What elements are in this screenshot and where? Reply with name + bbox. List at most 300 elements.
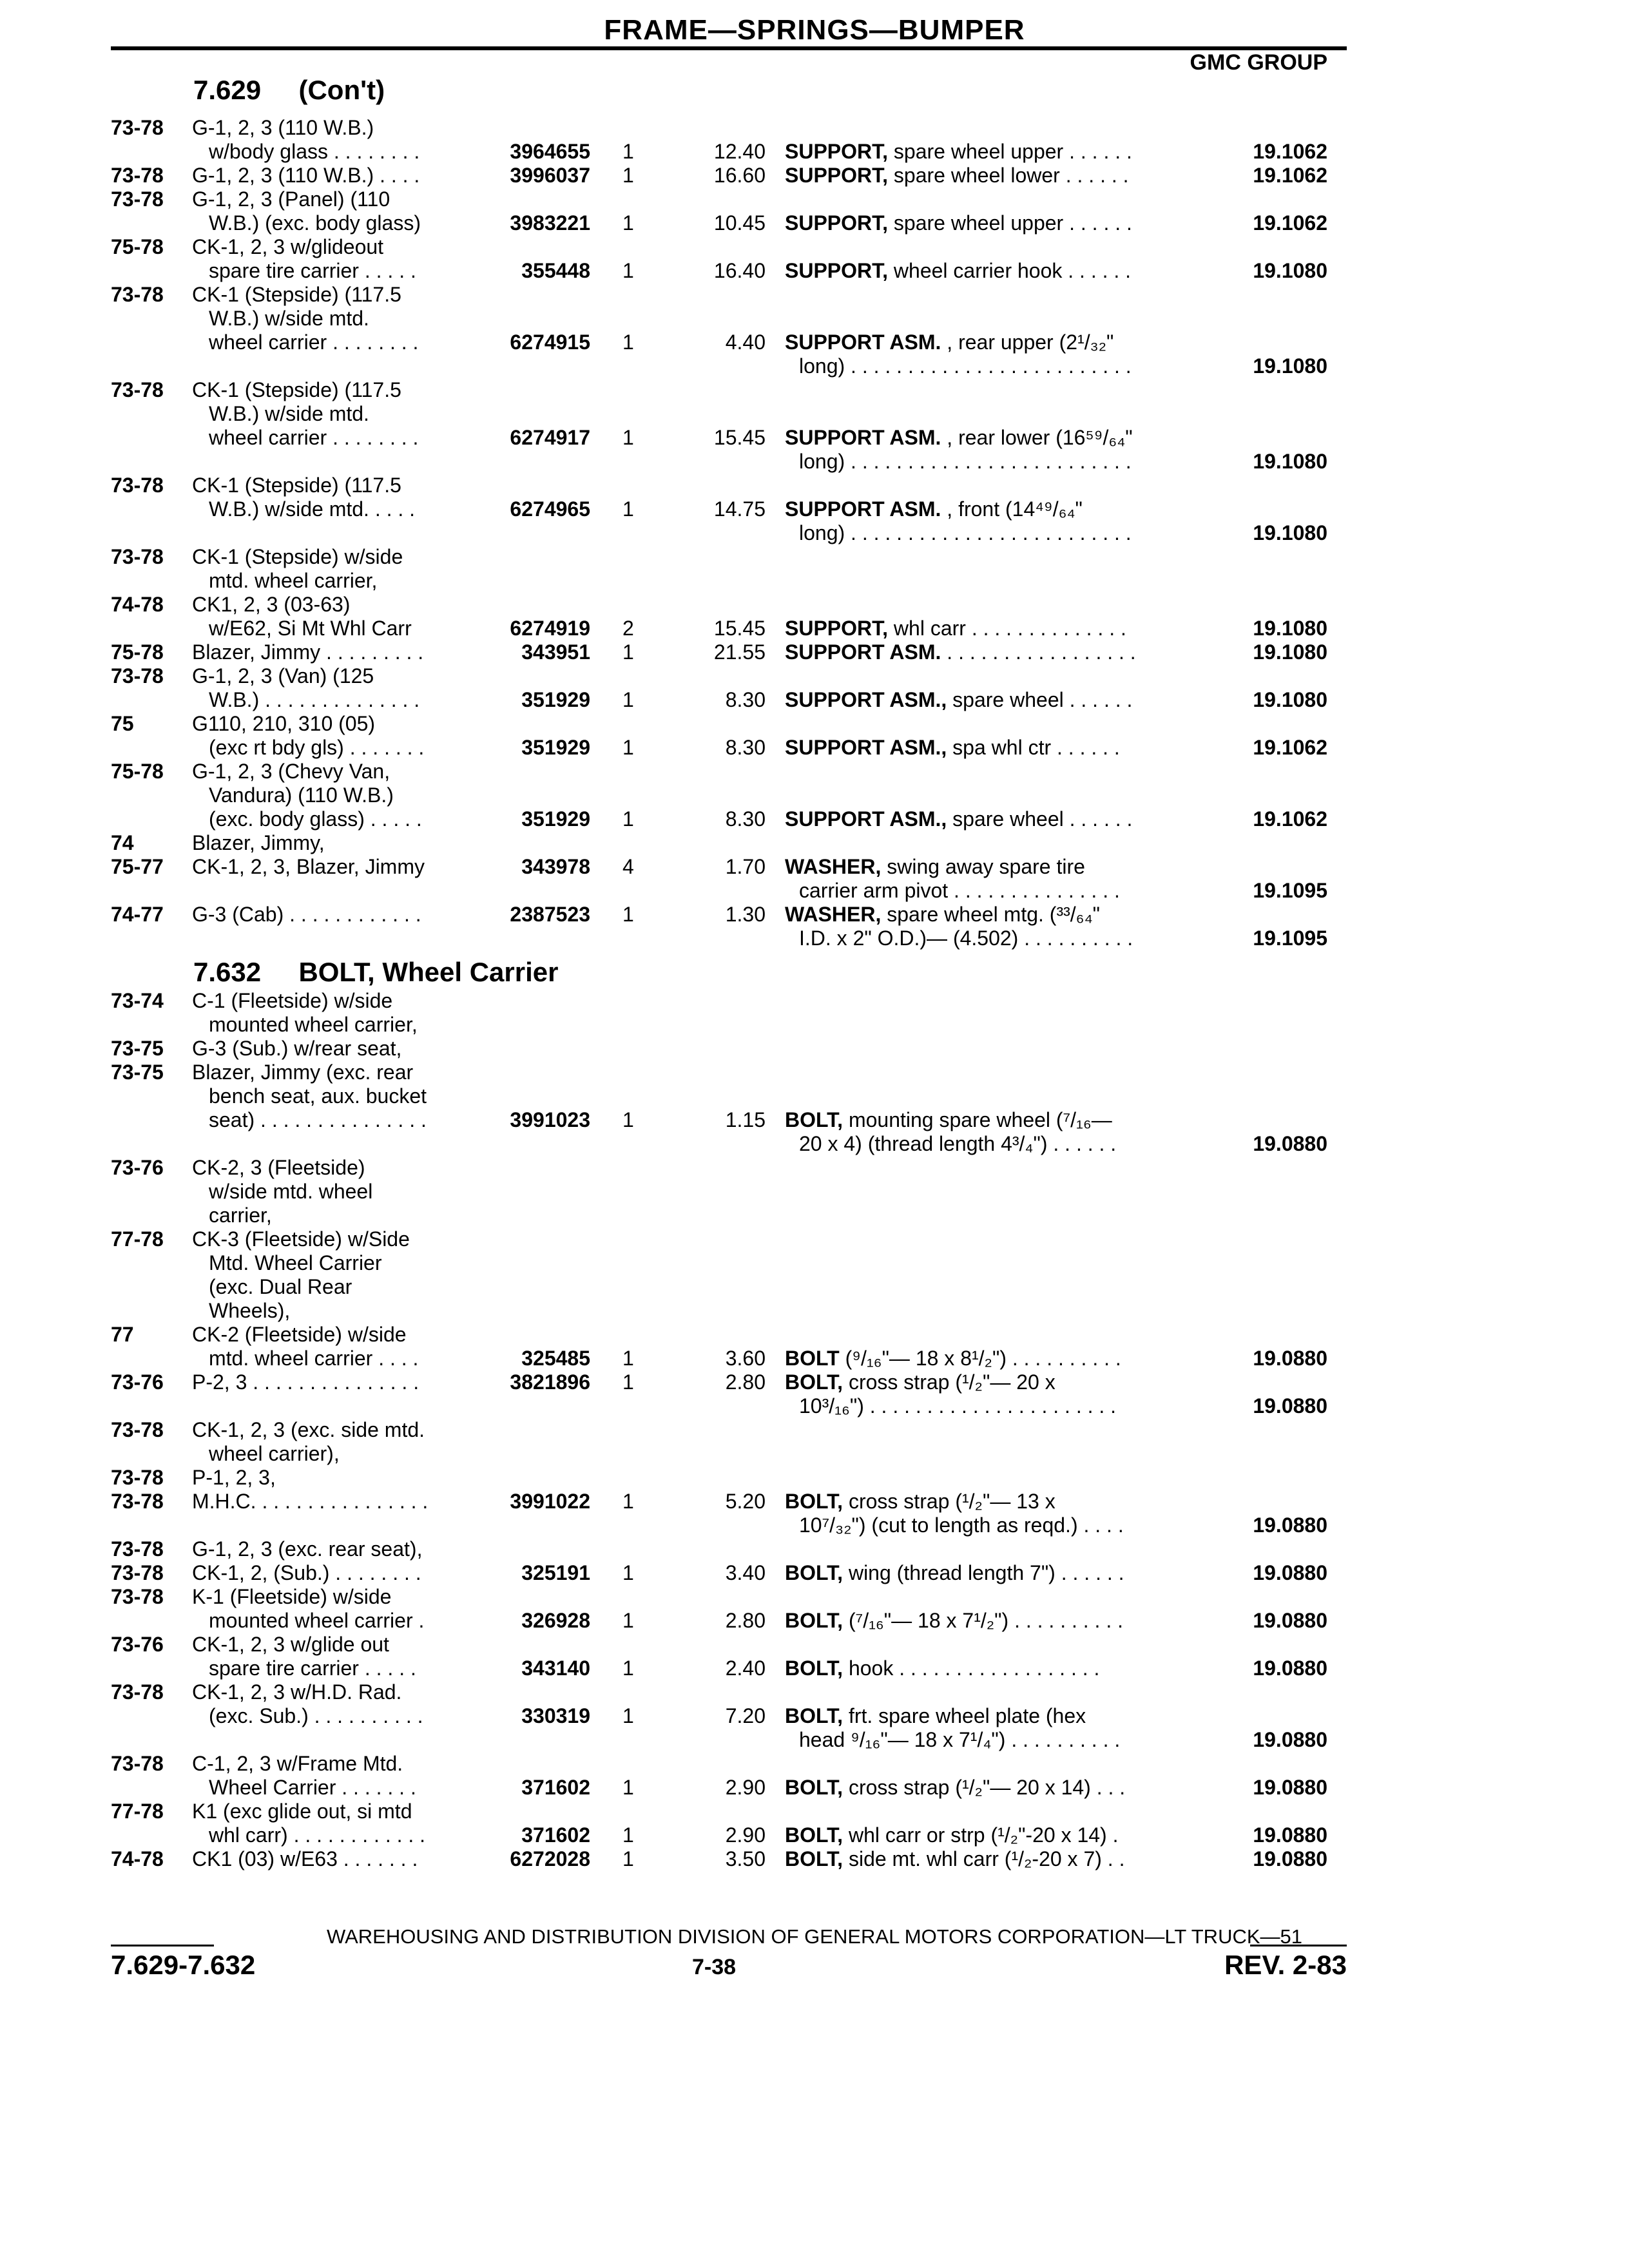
price: 15.45 [713, 426, 766, 449]
application-description: (exc. Dual Rear [209, 1275, 352, 1298]
part-detail: mounting spare wheel (⁷/₁₆— [843, 1108, 1112, 1131]
group-number: 19.1080 [1253, 640, 1327, 664]
part-description [799, 354, 1132, 378]
part-number: 351929 [521, 688, 590, 711]
part-name: BOLT, [785, 1561, 843, 1584]
part-number: 3821896 [510, 1370, 590, 1394]
model-year: 75-78 [111, 235, 164, 258]
application-description: mounted wheel carrier, [209, 1013, 418, 1036]
model-year: 73-78 [111, 1466, 164, 1489]
application-description: CK-1, 2, 3 w/glideout [192, 235, 384, 258]
group-number: 19.1062 [1253, 736, 1327, 759]
application-description: C-1, 2, 3 w/Frame Mtd. [192, 1752, 403, 1775]
application-description: w/body glass . . . . . . . . [209, 140, 420, 163]
part-name: BOLT [785, 1347, 840, 1370]
part-detail: long) . . . . . . . . . . . . . . . . . . . . . . . . . [799, 354, 1132, 378]
part-description [785, 1108, 1112, 1132]
application-description: spare tire carrier . . . . . [209, 1657, 416, 1680]
model-year: 73-78 [111, 474, 164, 497]
part-description [799, 450, 1132, 474]
part-name: BOLT, [785, 1609, 843, 1632]
price: 8.30 [725, 807, 766, 831]
application-description: G-1, 2, 3 (110 W.B.) . . . . [192, 164, 420, 187]
part-detail: long) . . . . . . . . . . . . . . . . . . . . . . . . . [799, 521, 1132, 544]
application-description: M.H.C. . . . . . . . . . . . . . . . [192, 1490, 429, 1513]
part-detail: hook . . . . . . . . . . . . . . . . . . [843, 1657, 1100, 1680]
part-detail: (⁹/₁₆"— 18 x 8¹/₂") . . . . . . . . . . [839, 1347, 1121, 1370]
model-year: 75-77 [111, 855, 164, 878]
part-description [785, 1847, 1124, 1871]
quantity: 4 [622, 855, 634, 878]
quantity: 1 [622, 1847, 634, 1870]
application-description: G-1, 2, 3 (Chevy Van, [192, 760, 390, 783]
part-detail: cross strap (¹/₂"— 20 x 14) . . . [843, 1776, 1126, 1799]
application-description: CK-2, 3 (Fleetside) [192, 1156, 365, 1179]
model-year: 75-78 [111, 640, 164, 664]
part-description [785, 1347, 1121, 1370]
quantity: 1 [622, 1704, 634, 1727]
application-description: W.B.) (exc. body glass) [209, 211, 421, 235]
model-year: 75-78 [111, 760, 164, 783]
part-name: SUPPORT ASM. [785, 426, 941, 449]
group-number: 19.0880 [1253, 1728, 1327, 1751]
part-number: 6274917 [510, 426, 590, 449]
application-description: spare tire carrier . . . . . [209, 259, 416, 282]
application-description: CK1, 2, 3 (03-63) [192, 593, 351, 616]
part-description [785, 1657, 1099, 1680]
part-number: 330319 [521, 1704, 590, 1727]
application-description: K1 (exc glide out, si mtd [192, 1800, 412, 1823]
quantity: 1 [622, 1657, 634, 1680]
price: 8.30 [725, 736, 766, 759]
price: 3.40 [725, 1561, 766, 1584]
quantity: 1 [622, 426, 634, 449]
part-description [785, 1776, 1125, 1800]
model-year: 73-78 [111, 545, 164, 568]
group-number: 19.1080 [1253, 521, 1327, 544]
price: 21.55 [713, 640, 766, 664]
price: 2.80 [725, 1370, 766, 1394]
group-number: 19.0880 [1253, 1823, 1327, 1847]
model-year: 74-78 [111, 1847, 164, 1870]
application-description: G-1, 2, 3 (exc. rear seat), [192, 1537, 423, 1561]
application-description: carrier, [209, 1204, 272, 1227]
group-number: 19.0880 [1253, 1657, 1327, 1680]
part-name: SUPPORT, [785, 140, 889, 163]
group-number: 19.1080 [1253, 617, 1327, 640]
application-description: G-3 (Cab) . . . . . . . . . . . . [192, 903, 421, 926]
part-description [799, 1132, 1116, 1156]
group-number: 19.0880 [1253, 1847, 1327, 1870]
part-number: 371602 [521, 1823, 590, 1847]
application-description: CK-1 (Stepside) w/side [192, 545, 403, 568]
quantity: 1 [622, 1823, 634, 1847]
part-name: SUPPORT, [785, 617, 889, 640]
part-name: SUPPORT, [785, 259, 889, 282]
part-name: WASHER, [785, 903, 882, 926]
application-description: G110, 210, 310 (05) [192, 712, 376, 735]
application-description: w/E62, Si Mt Whl Carr [209, 617, 412, 640]
quantity: 1 [622, 688, 634, 711]
part-description [785, 140, 1132, 164]
part-name: SUPPORT ASM. [785, 497, 941, 521]
part-detail: I.D. x 2" O.D.)— (4.502) . . . . . . . . . . [799, 927, 1133, 950]
price: 16.60 [713, 164, 766, 187]
part-name: BOLT, [785, 1490, 843, 1513]
quantity: 1 [622, 640, 634, 664]
price: 5.20 [725, 1490, 766, 1513]
part-detail: spa whl ctr . . . . . . [947, 736, 1120, 759]
quantity: 1 [622, 140, 634, 163]
part-detail: , rear lower (16⁵⁹/₆₄" [941, 426, 1133, 449]
section-heading-0 [193, 75, 385, 106]
part-description [785, 1823, 1118, 1847]
part-detail: spare wheel . . . . . . [947, 688, 1133, 711]
footer-revision: REV. 2-83 [1224, 1950, 1347, 1980]
application-description: (exc. Sub.) . . . . . . . . . . [209, 1704, 423, 1727]
application-description: (exc. body glass) . . . . . [209, 807, 422, 831]
part-number: 325191 [521, 1561, 590, 1584]
part-number: 6272028 [510, 1847, 590, 1870]
model-year: 73-78 [111, 187, 164, 211]
quantity: 1 [622, 1609, 634, 1632]
model-year: 73-75 [111, 1037, 164, 1060]
part-description [785, 164, 1129, 187]
part-detail: 10³/₁₆") . . . . . . . . . . . . . . . . . . . . . . [799, 1394, 1117, 1418]
quantity: 1 [622, 259, 634, 282]
page-title: FRAME—SPRINGS—BUMPER [604, 14, 1025, 46]
part-name: SUPPORT ASM. [785, 640, 941, 664]
application-description: Wheel Carrier . . . . . . . [209, 1776, 416, 1799]
application-description: CK-1 (Stepside) (117.5 [192, 378, 401, 401]
part-number: 326928 [521, 1609, 590, 1632]
part-detail: spare wheel mtg. (³³/₆₄" [881, 903, 1100, 926]
part-number: 3996037 [510, 164, 590, 187]
part-detail: 10⁷/₃₂") (cut to length as reqd.) . . . . [799, 1514, 1124, 1537]
price: 2.90 [725, 1823, 766, 1847]
quantity: 1 [622, 807, 634, 831]
part-number: 351929 [521, 807, 590, 831]
model-year: 73-76 [111, 1633, 164, 1656]
application-description: W.B.) w/side mtd. . . . . [209, 497, 416, 521]
application-description: P-1, 2, 3, [192, 1466, 276, 1489]
group-number: 19.0880 [1253, 1394, 1327, 1418]
model-year: 77-78 [111, 1227, 164, 1251]
group-number: 19.1095 [1253, 927, 1327, 950]
application-description: Blazer, Jimmy, [192, 831, 325, 854]
part-name: BOLT, [785, 1704, 843, 1727]
part-detail: wing (thread length 7") . . . . . . [843, 1561, 1124, 1584]
part-name: SUPPORT ASM., [785, 807, 947, 831]
part-name: BOLT, [785, 1823, 843, 1847]
price: 14.75 [713, 497, 766, 521]
part-detail: head ⁹/₁₆"— 18 x 7¹/₄") . . . . . . . . . . [799, 1728, 1121, 1751]
part-description [785, 617, 1126, 640]
part-number: 343140 [521, 1657, 590, 1680]
model-year: 73-78 [111, 1490, 164, 1513]
part-detail: whl carr or strp (¹/₂"-20 x 14) . [843, 1823, 1119, 1847]
model-year: 73-78 [111, 664, 164, 687]
part-description [785, 640, 1136, 664]
model-year: 74 [111, 831, 134, 854]
application-description: G-1, 2, 3 (Van) (125 [192, 664, 374, 687]
part-detail: , rear upper (2¹/₃₂" [941, 331, 1114, 354]
application-description: bench seat, aux. bucket [209, 1084, 427, 1108]
part-description [785, 259, 1131, 283]
footer-page-number: 7-38 [692, 1955, 737, 1979]
quantity: 1 [622, 331, 634, 354]
quantity: 2 [622, 617, 634, 640]
part-name: SUPPORT ASM., [785, 688, 947, 711]
application-description: mtd. wheel carrier . . . . [209, 1347, 419, 1370]
price: 3.60 [725, 1347, 766, 1370]
model-year: 73-75 [111, 1061, 164, 1084]
part-name: SUPPORT, [785, 164, 889, 187]
model-year: 73-78 [111, 1752, 164, 1775]
price: 1.70 [725, 855, 766, 878]
group-number: 19.1062 [1253, 140, 1327, 163]
quantity: 1 [622, 1347, 634, 1370]
part-name: BOLT, [785, 1370, 843, 1394]
part-name: BOLT, [785, 1847, 843, 1870]
application-description: Vandura) (110 W.B.) [209, 783, 394, 807]
model-year: 77-78 [111, 1800, 164, 1823]
part-detail: long) . . . . . . . . . . . . . . . . . . . . . . . . . [799, 450, 1132, 473]
part-description [785, 1490, 1055, 1514]
application-description: CK-2 (Fleetside) w/side [192, 1323, 407, 1346]
application-description: whl carr) . . . . . . . . . . . . [209, 1823, 426, 1847]
model-year: 73-76 [111, 1156, 164, 1179]
part-detail: spare wheel upper . . . . . . [888, 211, 1132, 235]
part-detail: (⁷/₁₆"— 18 x 7¹/₂") . . . . . . . . . . [843, 1609, 1123, 1632]
part-description [785, 426, 1133, 450]
application-description: CK-1, 2, 3 w/H.D. Rad. [192, 1680, 402, 1704]
model-year: 75 [111, 712, 134, 735]
section-number: 7.632 [193, 957, 262, 987]
part-detail: spare wheel upper . . . . . . [888, 140, 1132, 163]
section-number: 7.629 [193, 75, 262, 105]
part-description [799, 1514, 1124, 1537]
application-description: (exc rt bdy gls) . . . . . . . [209, 736, 425, 759]
application-description: G-1, 2, 3 (110 W.B.) [192, 116, 374, 139]
price: 2.40 [725, 1657, 766, 1680]
application-description: mounted wheel carrier . [209, 1609, 425, 1632]
part-detail: whl carr . . . . . . . . . . . . . . [888, 617, 1126, 640]
part-number: 3991023 [510, 1108, 590, 1131]
group-number: 19.0880 [1253, 1514, 1327, 1537]
group-number: 19.0880 [1253, 1609, 1327, 1632]
part-description [785, 331, 1113, 354]
application-description: wheel carrier . . . . . . . . [209, 331, 419, 354]
model-year: 73-78 [111, 164, 164, 187]
application-description: C-1 (Fleetside) w/side [192, 989, 393, 1012]
part-name: SUPPORT, [785, 211, 889, 235]
part-detail: cross strap (¹/₂"— 20 x [843, 1370, 1055, 1394]
part-description [785, 497, 1083, 521]
model-year: 73-78 [111, 283, 164, 306]
section-title: BOLT, Wheel Carrier [298, 957, 559, 987]
part-description [785, 211, 1132, 235]
part-description [785, 855, 1085, 879]
quantity: 1 [622, 1561, 634, 1584]
part-number: 2387523 [510, 903, 590, 926]
application-description: CK-1, 2, 3 (exc. side mtd. [192, 1418, 425, 1441]
group-number: 19.1095 [1253, 879, 1327, 902]
quantity: 1 [622, 164, 634, 187]
part-detail: . . . . . . . . . . . . . . . . . [941, 640, 1136, 664]
model-year: 73-78 [111, 1585, 164, 1608]
price: 15.45 [713, 617, 766, 640]
part-detail: frt. spare wheel plate (hex [843, 1704, 1086, 1727]
part-detail: spare wheel lower . . . . . . [888, 164, 1129, 187]
model-year: 74-77 [111, 903, 164, 926]
group-label: GMC GROUP [1190, 50, 1327, 75]
application-description: W.B.) w/side mtd. [209, 402, 369, 425]
part-number: 343951 [521, 640, 590, 664]
group-number: 19.1080 [1253, 450, 1327, 473]
part-number: 325485 [521, 1347, 590, 1370]
price: 1.30 [725, 903, 766, 926]
quantity: 1 [622, 736, 634, 759]
group-number: 19.0880 [1253, 1561, 1327, 1584]
quantity: 1 [622, 211, 634, 235]
part-name: WASHER, [785, 855, 882, 878]
section-heading-1 [193, 957, 558, 988]
part-number: 351929 [521, 736, 590, 759]
part-description [785, 1609, 1123, 1633]
application-description: Wheels), [209, 1299, 291, 1322]
application-description: w/side mtd. wheel [209, 1180, 373, 1203]
model-year: 73-78 [111, 1680, 164, 1704]
application-description: G-3 (Sub.) w/rear seat, [192, 1037, 402, 1060]
part-detail: 20 x 4) (thread length 4³/₄") . . . . . . [799, 1132, 1117, 1155]
application-description: wheel carrier), [209, 1442, 340, 1465]
part-detail: , front (14⁴⁹/₆₄" [941, 497, 1083, 521]
application-description: CK-3 (Fleetside) w/Side [192, 1227, 410, 1251]
application-description: Blazer, Jimmy (exc. rear [192, 1061, 414, 1084]
part-description [799, 879, 1120, 903]
part-description [785, 688, 1132, 712]
application-description: Blazer, Jimmy . . . . . . . . . [192, 640, 424, 664]
price: 1.15 [725, 1108, 766, 1131]
application-description: wheel carrier . . . . . . . . [209, 426, 419, 449]
quantity: 1 [622, 1370, 634, 1394]
group-number: 19.0880 [1253, 1347, 1327, 1370]
quantity: 1 [622, 1490, 634, 1513]
part-name: SUPPORT ASM., [785, 736, 947, 759]
part-number: 3964655 [510, 140, 590, 163]
model-year: 73-78 [111, 1561, 164, 1584]
application-description: CK1 (03) w/E63 . . . . . . . [192, 1847, 418, 1870]
quantity: 1 [622, 497, 634, 521]
group-number: 19.1080 [1253, 688, 1327, 711]
application-description: K-1 (Fleetside) w/side [192, 1585, 392, 1608]
part-number: 6274965 [510, 497, 590, 521]
price: 4.40 [725, 331, 766, 354]
part-detail: carrier arm pivot . . . . . . . . . . . . . . . [799, 879, 1120, 902]
part-number: 6274919 [510, 617, 590, 640]
price: 12.40 [713, 140, 766, 163]
footer-text: WAREHOUSING AND DISTRIBUTION DIVISION OF GENERAL MOTORS CORPORATION—LT TRUCK—51 [326, 1925, 1303, 1948]
group-number: 19.0880 [1253, 1132, 1327, 1155]
application-description: W.B.) w/side mtd. [209, 307, 369, 330]
model-year: 73-78 [111, 1537, 164, 1561]
group-number: 19.1080 [1253, 259, 1327, 282]
application-description: CK-1 (Stepside) (117.5 [192, 283, 401, 306]
application-description: CK-1 (Stepside) (117.5 [192, 474, 401, 497]
part-description [785, 736, 1120, 760]
footer-section-range: 7.629-7.632 [111, 1950, 256, 1980]
application-description: G-1, 2, 3 (Panel) (110 [192, 187, 390, 211]
part-detail: wheel carrier hook . . . . . . [888, 259, 1132, 282]
model-year: 73-78 [111, 1418, 164, 1441]
part-number: 3983221 [510, 211, 590, 235]
model-year: 73-78 [111, 116, 164, 139]
part-description [799, 1394, 1116, 1418]
model-year: 73-76 [111, 1370, 164, 1394]
part-description [799, 1728, 1120, 1752]
part-description [785, 807, 1132, 831]
part-description [799, 927, 1133, 950]
group-number: 19.1062 [1253, 164, 1327, 187]
part-number: 355448 [521, 259, 590, 282]
application-description: CK-1, 2, 3 w/glide out [192, 1633, 389, 1656]
group-number: 19.1080 [1253, 354, 1327, 378]
part-description [785, 1704, 1086, 1728]
section-title: (Con't) [298, 75, 385, 105]
quantity: 1 [622, 903, 634, 926]
part-name: BOLT, [785, 1108, 843, 1131]
part-description [799, 521, 1132, 545]
price: 2.80 [725, 1609, 766, 1632]
part-detail: spare wheel . . . . . . [947, 807, 1133, 831]
part-detail: cross strap (¹/₂"— 13 x [843, 1490, 1055, 1513]
model-year: 73-74 [111, 989, 164, 1012]
part-name: SUPPORT ASM. [785, 331, 941, 354]
price: 8.30 [725, 688, 766, 711]
part-detail: side mt. whl carr (¹/₂-20 x 7) . . [843, 1847, 1125, 1870]
model-year: 74-78 [111, 593, 164, 616]
title-rule [111, 46, 1347, 50]
part-name: BOLT, [785, 1776, 843, 1799]
price: 10.45 [713, 211, 766, 235]
part-number: 6274915 [510, 331, 590, 354]
price: 3.50 [725, 1847, 766, 1870]
application-description: seat) . . . . . . . . . . . . . . . [209, 1108, 427, 1131]
application-description: W.B.) . . . . . . . . . . . . . . [209, 688, 420, 711]
price: 7.20 [725, 1704, 766, 1727]
quantity: 1 [622, 1776, 634, 1799]
group-number: 19.1062 [1253, 211, 1327, 235]
part-number: 3991022 [510, 1490, 590, 1513]
part-number: 371602 [521, 1776, 590, 1799]
group-number: 19.0880 [1253, 1776, 1327, 1799]
application-description: Mtd. Wheel Carrier [209, 1251, 382, 1274]
application-description: P-2, 3 . . . . . . . . . . . . . . . [192, 1370, 419, 1394]
part-detail: swing away spare tire [881, 855, 1085, 878]
application-description: mtd. wheel carrier, [209, 569, 378, 592]
group-number: 19.1062 [1253, 807, 1327, 831]
model-year: 73-78 [111, 378, 164, 401]
part-number: 343978 [521, 855, 590, 878]
part-description [785, 1370, 1055, 1394]
model-year: 77 [111, 1323, 134, 1346]
part-description [785, 903, 1100, 927]
quantity: 1 [622, 1108, 634, 1131]
price: 16.40 [713, 259, 766, 282]
application-description: CK-1, 2, (Sub.) . . . . . . . . [192, 1561, 421, 1584]
part-name: BOLT, [785, 1657, 843, 1680]
